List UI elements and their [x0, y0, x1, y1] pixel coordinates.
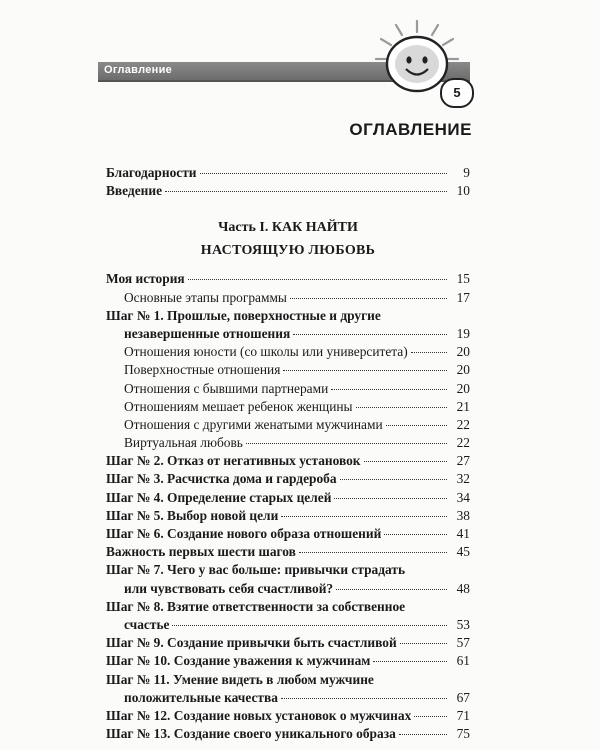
- toc-entry[interactable]: Шаг № 3. Расчистка дома и гардероба 32: [106, 471, 470, 487]
- toc-entry[interactable]: Шаг № 6. Создание нового образа отношений 41: [106, 526, 470, 541]
- part-heading-line2: НАСТОЯЩУЮ ЛЮБОВЬ: [200, 243, 376, 259]
- toc-entry[interactable]: Шаг № 11. Умение видеть в любом мужчине: [106, 671, 374, 687]
- toc-entry[interactable]: Шаг № 7. Чего у вас больше: привычки страдать: [106, 562, 406, 578]
- toc-entry[interactable]: Важность первых шести шагов 45: [106, 544, 470, 560]
- toc-subentry[interactable]: Отношения юности (со школы или университета) 20: [124, 344, 470, 360]
- toc-subentry[interactable]: Основные этапы программы 17: [124, 289, 470, 305]
- toc-entry[interactable]: Шаг № 9. Создание привычки быть счастливой 57: [106, 635, 470, 651]
- toc-entry-acknowledgements[interactable]: Благодарности 9: [106, 165, 470, 180]
- header-section-label: Оглавление: [104, 64, 173, 76]
- toc-entry-continuation[interactable]: незавершенные отношения 19: [124, 325, 470, 341]
- page-title: ОГЛАВЛЕНИЕ: [349, 120, 472, 139]
- toc-entry-continuation[interactable]: или чувствовать себя счастливой? 48: [124, 580, 470, 596]
- part-heading-line1: Часть I. КАК НАЙТИ: [218, 220, 358, 236]
- toc-entry[interactable]: Шаг № 5. Выбор новой цели 38: [106, 507, 470, 523]
- toc-entry-introduction[interactable]: Введение 10: [106, 183, 470, 199]
- toc-subentry[interactable]: Отношениям мешает ребенок женщины 21: [124, 398, 470, 414]
- toc-subentry[interactable]: Поверхностные отношения 20: [124, 362, 470, 378]
- toc-entry[interactable]: Моя история 15: [106, 271, 470, 287]
- toc-entry[interactable]: Шаг № 1. Прошлые, поверхностные и другие: [106, 307, 381, 323]
- toc-entry[interactable]: Шаг № 2. Отказ от негативных установок 27: [106, 453, 470, 469]
- toc-subentry[interactable]: Отношения с бывшими партнерами 20: [124, 380, 470, 396]
- toc-subentry[interactable]: Отношения с другими женатыми мужчинами 22: [124, 416, 470, 432]
- toc-entry[interactable]: Шаг № 8. Взятие ответственности за собственное: [106, 598, 406, 614]
- toc-list: [106, 271, 470, 744]
- toc-entry[interactable]: Шаг № 4. Определение старых целей 34: [106, 489, 470, 505]
- page-number: 5: [440, 78, 474, 108]
- toc-entry[interactable]: Шаг № 12. Создание новых установок о мужчинах 71: [106, 707, 470, 723]
- toc-entry[interactable]: Шаг № 13. Создание своего уникального образа 75: [106, 726, 470, 742]
- toc-entry-continuation[interactable]: положительные качества 67: [124, 689, 470, 705]
- toc-entry[interactable]: Шаг № 10. Создание уважения к мужчинам 61: [106, 653, 470, 669]
- table-of-contents: [106, 165, 470, 744]
- toc-entry-continuation[interactable]: счастье 53: [124, 616, 470, 632]
- toc-subentry[interactable]: Виртуальная любовь 22: [124, 435, 470, 451]
